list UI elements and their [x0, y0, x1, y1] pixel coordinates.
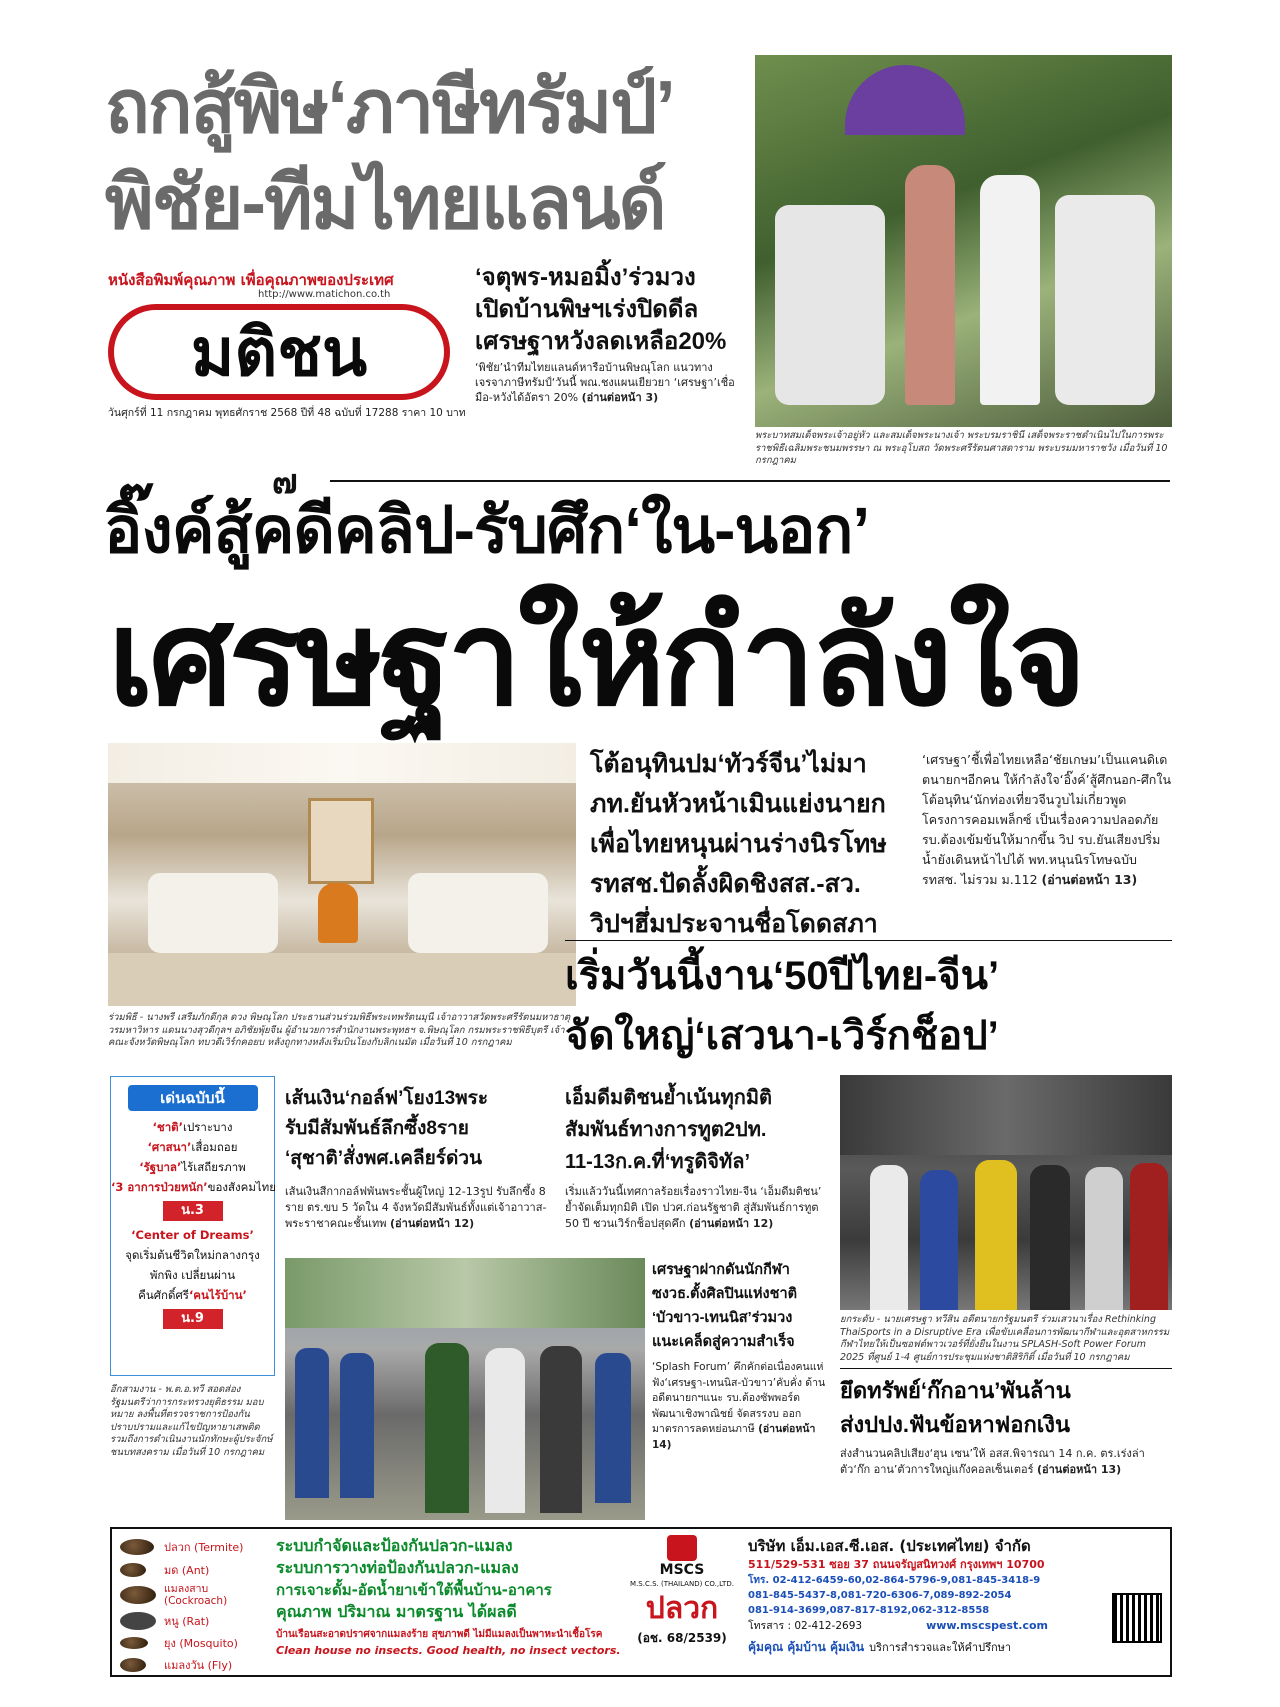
ant-icon: [120, 1563, 146, 1577]
dreams-title[interactable]: ‘Center of Dreams’: [131, 1228, 254, 1242]
asset-headline-line1: ยึดทรัพย์‘ก๊กอาน’พันล้าน: [840, 1378, 1071, 1403]
splash-body-text: ‘Splash Forum’ คึกคักต่อเนื่องคนแห่ฟัง‘เศรษฐา-เทนนิส-บัวขาว’คับคั่ง ด้านอดีตนายกฯแนะ รบ.ต้องซัพพอร์ต พัฒนาเชิงพาณิชย์ จัดสรรงบ ออกมาตรการลดหย่อนภาษี: [652, 1361, 826, 1435]
dreams-last: [111, 1285, 274, 1305]
pest-row: [120, 1632, 270, 1654]
pest-label: หนู (Rat): [164, 1614, 210, 1628]
top-headline-line1: ถกสู้พิษ‘ภาษีทรัมป์’: [105, 65, 674, 148]
splash-photo-caption: ยกระดับ - นายเศรษฐา ทวีสิน อดีตนายกรัฐมนตรี ร่วมเสวนาเรื่อง Rethinking ThaiSports in a Disruptive Era เพื่อขับเคลื่อนการพัฒนากีฬาและอุตสาหกรรมกีฬาไทยให้เป็นซอฟต์พาวเวอร์ที่ยั่งยืนในงาน SPLASH-Soft Power Forum 2025 ที่ศูนย์ 1-4 ศูนย์การประชุมแห่งชาติสิริกิติ์ เมื่อวันที่ 10 กรกฎาคม: [840, 1314, 1170, 1363]
brand-big: ปลวก: [645, 1591, 719, 1626]
highlight-item: [111, 1177, 277, 1197]
main-kicker: [590, 744, 910, 944]
golf-body: [285, 1184, 555, 1232]
masthead-logo-text: มติชน: [190, 315, 368, 389]
pest-label: แมลงวัน (Fly): [164, 1659, 233, 1672]
company-website[interactable]: www.mscspest.com: [926, 1619, 1048, 1632]
dreams-last-plain: คืนศักดิ์ศรี: [138, 1288, 189, 1302]
splash-headline-line: ซงวธ.ตั้งศิลปินแห่งชาติ: [652, 1286, 798, 1302]
splash-headline-line: แนะเคล็ดสู่ความสำเร็จ: [652, 1334, 795, 1350]
asset-body-text: ส่งสำนวนคลิปเสียง‘ฮุน เซน’ให้ อสส.พิจารณา 14 ก.ค. ตร.เร่งล่าตัว‘ก๊ก อาน’ตัวการใหญ่แก๊งคอลเซ็นเตอร์: [840, 1447, 1145, 1476]
main-headline-line2: เศรษฐาให้กำลังใจ: [108, 585, 1083, 732]
ad-service-line: คุณภาพ ปริมาณ มาตรฐาน ได้ผลดี: [276, 1602, 517, 1621]
monk-meeting-photo: [108, 743, 576, 1006]
company-address: 511/529-531 ซอย 37 ถนนจรัญสนิทวงศ์ กรุงเทพฯ 10700: [748, 1558, 1045, 1571]
main-kicker-line: วิปฯฮึ่มประจานชื่อโดดสภา: [590, 910, 878, 938]
ad-footer-rest: บริการสำรวจและให้คำปรึกษา: [869, 1641, 1012, 1654]
brand-license: (อช. 68/2539): [637, 1631, 727, 1645]
highlight-rest: ของสังคมไทย: [207, 1180, 277, 1194]
dreams-line: จุดเริ่มต้นชีวิตใหม่กลางกรุง: [125, 1248, 260, 1262]
rat-icon: [120, 1612, 156, 1630]
pest-row: [120, 1654, 270, 1676]
main-kicker-line: ภท.ยันหัวหน้าเมินแย่งนายก: [590, 790, 886, 818]
highlights-sidebar: [110, 1076, 275, 1376]
main-body: [922, 750, 1172, 890]
company-phone: 081-845-5437-8,081-720-6306-7,089-892-2054: [748, 1590, 1012, 1601]
dreams-line: พักพิง เปลี่ยนผ่าน: [149, 1268, 236, 1282]
highlight-keyword[interactable]: ‘ชาติ’: [152, 1120, 184, 1134]
top-subheadline: ‘จตุพร-หมอมิ้ง’ร่วมวง เปิดบ้านพิษฯเร่งปิดดีล เศรษฐาหวังลดเหลือ20%: [475, 264, 727, 355]
company-name: บริษัท เอ็ม.เอส.ซี.เอส. (ประเทศไทย) จำกัด: [748, 1537, 1031, 1555]
royal-photo-caption: พระบาทสมเด็จพระเจ้าอยู่หัว และสมเด็จพระนางเจ้า พระบรมราชินี เสด็จพระราชดำเนินไปในการพระราชพิธีเฉลิมพระชนมพรรษา ณ พระอุโบสถ วัดพระศรีรัตนศาสดาราม พระบรมมหาราชวัง เมื่อวันที่ 10 กรกฎาคม: [755, 430, 1168, 466]
asset-divider: [840, 1368, 1172, 1369]
section-divider: [330, 480, 1170, 482]
golf-headline: [285, 1084, 555, 1174]
china-continue[interactable]: (อ่านต่อหน้า 12): [689, 1217, 774, 1230]
minister-visit-photo: [285, 1258, 645, 1520]
splash-headline-line: เศรษฐาฝากดันนักกีฬา: [652, 1262, 790, 1278]
top-sub-continue[interactable]: (อ่านต่อหน้า 3): [581, 391, 659, 404]
ad-slogan-th: บ้านเรือนสะอาดปราศจากแมลงร้าย สุขภาพดี ไม่มีแมลงเป็นพาหะนำเชื้อโรค: [276, 1629, 603, 1640]
masthead-logo: [108, 304, 450, 400]
brand-sub: M.S.C.S. (THAILAND) CO.,LTD.: [630, 1580, 734, 1588]
ad-footer-keyword: คุ้มคุณ คุ้มบ้าน คุ้มเงิน: [748, 1640, 865, 1654]
pest-label: ยุง (Mosquito): [164, 1637, 238, 1650]
pest-label: แมลงสาบ (Cockroach): [164, 1583, 228, 1607]
china-divider: [565, 940, 1172, 941]
china-body: [565, 1184, 830, 1232]
brand-name: MSCS: [659, 1562, 705, 1578]
main-kicker-line: เพื่อไทยหนุนผ่านร่างนิรโทษ: [590, 830, 887, 858]
main-headline-line1: อิ๊งค์สู้คดีคลิป-รับศึก‘ใน-นอก’: [104, 494, 870, 566]
highlight-rest: เสื่อมถอย: [191, 1140, 238, 1154]
main-kicker-line: โต้อนุทินปม‘ทัวร์จีน’ไม่มา: [590, 750, 867, 778]
highlight-keyword[interactable]: ‘ศาสนา’: [147, 1140, 192, 1154]
highlight-item: [111, 1117, 274, 1137]
china-kicker-line: สัมพันธ์ทางการทูต2ปท.: [565, 1119, 767, 1141]
top-sub-body-text: ‘พิชัย’นำทีมไทยแลนด์หารือบ้านพิษณุโลก แนวทางเจรจาภาษีทรัมป์‘วันนี้ พณ.ชงแผนเยียวยา ‘เศรษฐา’เชื่อมือ-หวังได้อัตรา 20%: [475, 361, 735, 404]
splash-continue[interactable]: (อ่านต่อหน้า 14): [652, 1423, 816, 1451]
pest-row: [120, 1558, 270, 1581]
dreams-last-keyword[interactable]: ‘คนไร้บ้าน’: [188, 1288, 247, 1302]
dateline: วันศุกร์ที่ 11 กรกฎาคม พุทธศักราช 2568 ปีที่ 48 ฉบับที่ 17288 ราคา 10 บาท: [108, 407, 466, 419]
qr-code-icon[interactable]: [1112, 1593, 1162, 1643]
fly-icon: [120, 1658, 146, 1672]
splash-body: [652, 1360, 830, 1453]
monk-photo-caption: ร่วมพิธี - นางพรี เสรีมภักดีกุล ดวง พิษณุโลก ประธานส่วนร่วมพิธีพระเทพรัตนมุนี เจ้าอาวาสวัดพระศรีรัตนมหาธาตุวรมหาวิหาร แดนนางสุวดีกุลฯ อภิชัยพุ้ยจีน ผู้อำนวยการสำนักงานพระพุทธฯ จ.พิษณุโลก กรมพระราชพิธีบุตรี เจ้าคณะจังหวัดพิษณุโลก ทบวดีเวิร์กคอยบ หลังถูกทางหลังเริ่มบินโยงกับลิกเนมัด เมื่อวันที่ 10 กรกฎาคม: [108, 1012, 571, 1048]
ad-slogan-en: Clean house no insects. Good health, no insect vectors.: [276, 1644, 621, 1657]
main-continue[interactable]: (อ่านต่อหน้า 13): [1041, 872, 1138, 887]
highlight-rest: ไร้เสถียรภาพ: [181, 1160, 246, 1174]
page-number: ๗: [272, 462, 298, 502]
china-kicker: [565, 1082, 830, 1178]
golf-continue[interactable]: (อ่านต่อหน้า 12): [390, 1217, 475, 1230]
china-headline-line2: จัดใหญ่‘เสวนา-เวิร์กช็อป’: [565, 1014, 999, 1058]
mscs-logo-icon: [667, 1535, 697, 1561]
royal-ceremony-photo: [755, 55, 1172, 427]
main-body-text: ‘เศรษฐา’ชี้เพื่อไทยเหลือ‘ชัยเกษม’เป็นแคนดิเดตนายกฯอีกคน ให้กำลังใจ‘อิ๊งค์’สู้ศึกนอก-ศึกใน โต้อนุทิน‘นักท่องเที่ยวจีนวูบไม่เกี่ยวพูดโครงการคอมเพล็กซ์ เป็นเรื่องความปลอดภัย รบ.ต้องเข้มข้นให้มากขึ้น วิป รบ.ยันเสียงปริ่มน้ำยังเดินหน้าไปได้ พท.หนุนนิรโทษฉบับ รทสช. ไม่รวม ม.112: [922, 752, 1172, 887]
main-kicker-line: รทสช.ปัดลั้งผิดชิงสส.-สว.: [590, 870, 861, 898]
golf-body-text: เส้นเงินสีกากอล์ฟพันพระชั้นผู้ใหญ่ 12-13รูป รับลึกซึ้ง 8 ราย ตร.ขบ 5 วัดใน 4 จังหวัดมีสัมพันธ์ทั้งแต่เจ้าอาวาส-พระราชาคณะชั้นเทพ: [285, 1185, 547, 1230]
golf-headline-line: รับมีสัมพันธ์ลึกซึ้ง8ราย: [285, 1118, 469, 1139]
pest-control-ad: [110, 1527, 1172, 1677]
mosquito-icon: [120, 1637, 148, 1649]
top-sub-body: [475, 360, 740, 405]
china-headline-line1: เริ่มวันนี้งาน‘50ปีไทย-จีน’: [565, 954, 1000, 998]
pest-row: [120, 1609, 270, 1632]
china-body-text: เริ่มแล้ววันนี้เทศกาลร้อยเรื่องราวไทย-จีน ‘เอ็มดีมติชน’ ย้ำจัดเต็มทุกมิติ เปิด ปวศ.ก่อนรัฐชาติ สู่สัมพันธ์การทูต 50 ปี ชวนเวิร์กช็อปสุดคึก: [565, 1185, 822, 1230]
company-fax: โทรสาร : 02-412-2693: [748, 1620, 863, 1632]
asset-body: [840, 1446, 1172, 1478]
highlight-rest: เปราะบาง: [183, 1120, 233, 1134]
pest-label: มด (Ant): [164, 1563, 210, 1577]
highlight-keyword[interactable]: ‘รัฐบาล’: [139, 1160, 182, 1174]
ad-service-line: ระบบการวางท่อป้องกันปลวก-แมลง: [276, 1558, 519, 1577]
sidebar-caption: อีกสามงาน - พ.ต.อ.ทวี สอดส่อง รัฐมนตรีว่าการกระทรวงยุติธรรม มอบหมาย ลงพื้นที่ตรวจราชการป้องกัน ปราบปรามและแก้ไขปัญหายาเสพติดรวมถึงการดำเนินงานนักทักษะผู้ประจักษ์ชนบทสงคราม เมื่อวันที่ 10 กรกฎาคม: [110, 1384, 273, 1458]
highlight-item: [111, 1137, 274, 1157]
highlight-keyword[interactable]: ‘3 อาการป่วยหนัก’: [111, 1180, 208, 1194]
asset-headline-line2: ส่งปปง.ฟันข้อหาฟอกเงิน: [840, 1412, 1071, 1437]
pest-row: [120, 1535, 270, 1558]
company-phone: 081-914-3699,087-817-8192,062-312-8558: [748, 1605, 990, 1616]
splash-headline: [652, 1258, 830, 1354]
golf-headline-line: เส้นเงิน‘กอล์ฟ’โยง13พระ: [285, 1088, 489, 1109]
top-headline-line2: พิชัย-ทีมไทยแลนด์: [105, 161, 665, 244]
cockroach-icon: [120, 1586, 156, 1604]
pest-label: ปลวก (Termite): [164, 1540, 244, 1554]
company-phone: โทร. 02-412-6459-60,02-864-5796-9,081-845-3418-9: [748, 1575, 1041, 1586]
page-tag[interactable]: น.9: [163, 1309, 223, 1329]
highlight-item: [111, 1157, 274, 1177]
ad-service-line: ระบบกำจัดและป้องกันปลวก-แมลง: [276, 1536, 513, 1555]
pest-row: [120, 1581, 270, 1609]
highlights-title: เด่นฉบับนี้: [128, 1085, 258, 1111]
golf-headline-line: ‘สุชาติ’สั่งพศ.เคลียร์ด่วน: [285, 1148, 482, 1169]
page-tag[interactable]: น.3: [163, 1201, 223, 1221]
asset-continue[interactable]: (อ่านต่อหน้า 13): [1036, 1463, 1122, 1476]
china-kicker-line: เอ็มดีมติชนย้ำเน้นทุกมิติ: [565, 1087, 773, 1109]
splash-headline-line: ‘บัวขาว-เทนนิส’ร่วมวง: [652, 1310, 793, 1326]
splash-forum-photo: [840, 1075, 1172, 1310]
masthead-tagline: หนังสือพิมพ์คุณภาพ เพื่อคุณภาพของประเทศ: [108, 271, 394, 289]
china-kicker-line: 11-13ก.ค.ที่‘ทรูดิจิทัล’: [565, 1151, 751, 1173]
ad-service-line: การเจาะดั้ม-อัดน้ำยาเข้าใต้พื้นบ้าน-อาคาร: [276, 1581, 552, 1599]
termite-icon: [120, 1539, 154, 1555]
masthead-url[interactable]: http://www.matichon.co.th: [258, 289, 391, 300]
